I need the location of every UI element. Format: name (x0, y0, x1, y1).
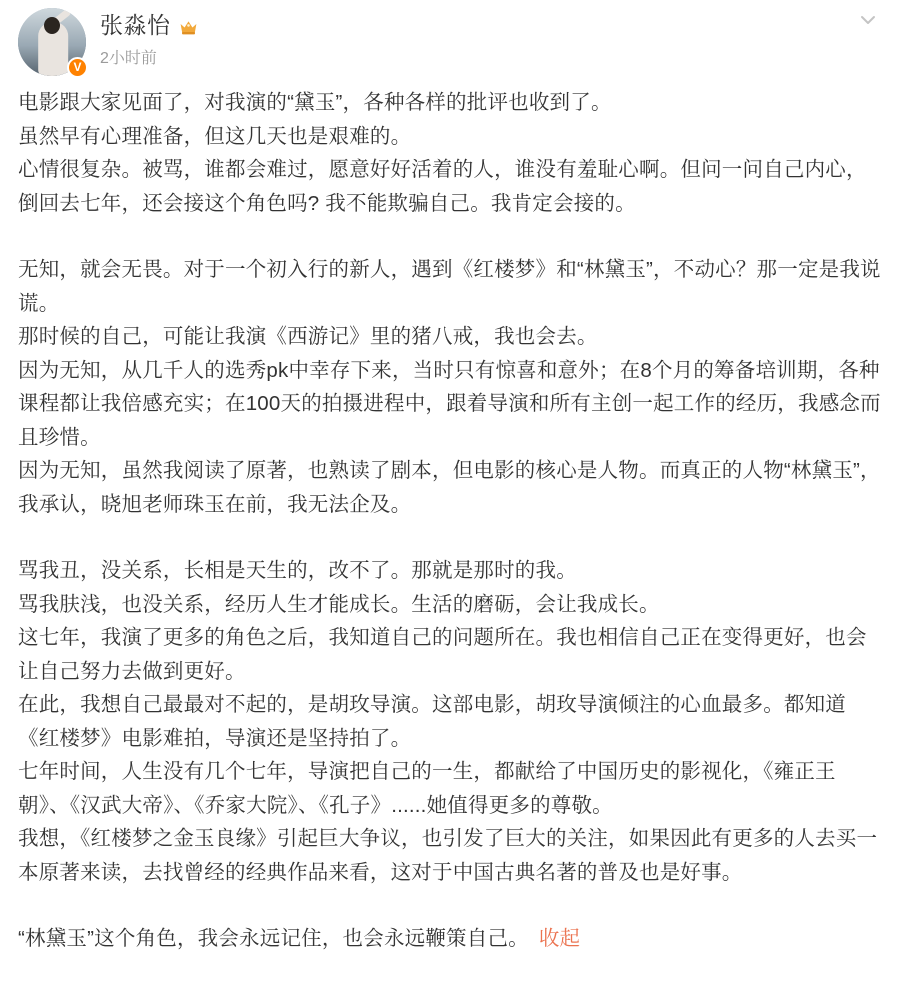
chevron-down-icon[interactable] (857, 10, 879, 32)
post-paragraph: 七年时间，人生没有几个七年，导演把自己的一生，都献给了中国历史的影视化，《雍正王朝》、《汉武大帝》、《乔家大院》、《孔子》......她值得更多的尊敬。 (18, 760, 836, 817)
post-paragraph: 我想，《红楼梦之金玉良缘》引起巨大争议，也引发了巨大的关注，如果因此有更多的人去买一本原著来读，去找曾经的经典作品来看，这对于中国古典名著的普及也是好事。 (18, 827, 878, 884)
post-paragraph: 虽然早有心理准备，但这几天也是艰难的。 (18, 124, 412, 148)
post-paragraph: 电影跟大家见面了，对我演的“黛玉”，各种各样的批评也收到了。 (18, 91, 612, 114)
post-paragraph: 骂我丑，没关系，长相是天生的，改不了。那就是那时的我。 (18, 559, 577, 582)
avatar-head-shape (44, 17, 60, 34)
author-name[interactable]: 张淼怡 (100, 12, 171, 38)
post-paragraph: 骂我肤浅，也没关系，经历人生才能成长。生活的磨砺，会让我成长。 (18, 592, 660, 616)
crown-icon (178, 17, 199, 38)
collapse-link[interactable]: 收起 (538, 927, 581, 950)
post-author-block (100, 8, 881, 69)
verified-badge-icon: V (67, 57, 88, 78)
paragraph-spacer (18, 889, 881, 922)
post-paragraph-text: “林黛玉”这个角色，我会永远记住，也会永远鞭策自己。 (18, 927, 529, 950)
post-paragraph: 心情很复杂。被骂，谁都会难过，愿意好好活着的人，谁没有羞耻心啊。但问一问自己内心，倒回去七年，还会接这个角色吗? 我不能欺骗自己。我肯定会接的。 (18, 158, 867, 215)
post-paragraph: 因为无知，从几千人的选秀pk中幸存下来，当时只有惊喜和意外；在8个月的筹备培训期，各种课程都让我倍感充实；在100天的拍摄进程中，跟着导演和所有主创一起工作的经历，我感念而且珍惜。 (18, 358, 881, 449)
post-paragraph: 这七年，我演了更多的角色之后，我知道自己的问题所在。我也相信自己正在变得更好，也会让自己努力去做到更好。 (18, 626, 867, 683)
post-timestamp: 2小时前 (100, 50, 157, 67)
paragraph-spacer (18, 220, 881, 253)
post-paragraph-last (18, 922, 881, 956)
post-paragraph: 因为无知，虽然我阅读了原著，也熟读了剧本，但电影的核心是人物。而真正的人物“林黛玉”，我承认，晓旭老师珠玉在前，我无法企及。 (18, 459, 881, 516)
paragraph-spacer (18, 521, 881, 554)
post-paragraph: 在此，我想自己最最对不起的，是胡玫导演。这部电影，胡玫导演倾注的心血最多。都知道《红楼梦》电影难拍，导演还是坚持拍了。 (18, 693, 846, 750)
post-paragraph: 那时候的自己，可能让我演《西游记》里的猪八戒，我也会去。 (18, 325, 598, 348)
post-header (18, 8, 881, 80)
author-name-row (100, 10, 881, 40)
post-content (18, 86, 881, 956)
avatar[interactable] (18, 8, 86, 76)
post-paragraph: 无知，就会无畏。对于一个初入行的新人，遇到《红楼梦》和“林黛玉”，不动心？那一定是我说谎。 (18, 258, 881, 315)
